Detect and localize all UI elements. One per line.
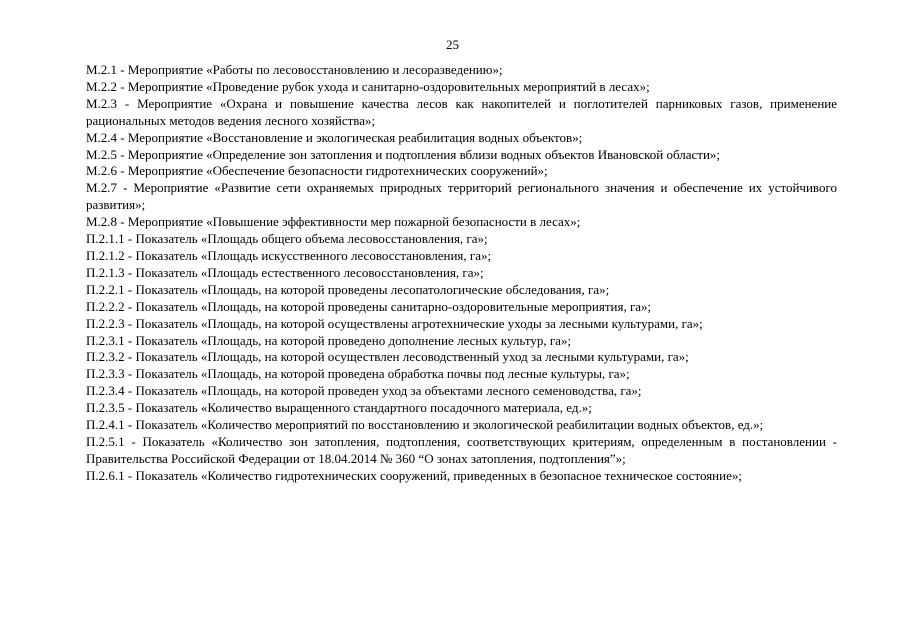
list-item: П.2.3.5 - Показатель «Количество выращенного стандартного посадочного материала, ед.»; bbox=[86, 400, 592, 416]
list-item: М.2.8 - Мероприятие «Повышение эффективности мер пожарной безопасности в лесах»; bbox=[86, 214, 581, 230]
list-item: М.2.2 - Мероприятие «Проведение рубок ухода и санитарно-оздоровительных мероприятий в лесах»; bbox=[86, 78, 650, 94]
list-item: П.2.2.2 - Показатель «Площадь, на которой проведены санитарно-оздоровительные мероприятия, га»; bbox=[86, 298, 652, 314]
list-item: М.2.6 - Мероприятие «Обеспечение безопасности гидротехнических сооружений»; bbox=[86, 163, 548, 179]
list-item: М.2.4 - Мероприятие «Восстановление и экологическая реабилитация водных объектов»; bbox=[86, 129, 583, 145]
list-item: М.2.1 - Мероприятие «Работы по лесовосстановлению и лесоразведению»; bbox=[86, 62, 503, 77]
list-item: П.2.2.3 - Показатель «Площадь, на которой осуществлены агротехнические уходы за лесными культурами, га»; bbox=[86, 315, 703, 331]
list-item: П.2.1.2 - Показатель «Площадь искусственного лесовосстановления, га»; bbox=[86, 247, 492, 263]
list-item: П.2.5.1 - Показатель «Количество зон затопления, подтопления, соответствующих критериям, определенным в постановлении - Правительства Российской Федерации от 18.04.2014 № 360 “О зонах затопления, подтопления”»; bbox=[86, 433, 837, 466]
list-item: П.2.3.4 - Показатель «Площадь, на которой проведен уход за объектами лесного семеноводства, га»; bbox=[86, 383, 642, 399]
list-item: М.2.5 - Мероприятие «Определение зон затопления и подтопления вблизи водных объектов Ивановской области»; bbox=[86, 146, 721, 162]
list-item: П.2.3.1 - Показатель «Площадь, на которой проведено дополнение лесных культур, га»; bbox=[86, 332, 572, 348]
list-item: П.2.3.3 - Показатель «Площадь, на которой проведена обработка почвы под лесные культуры, га»; bbox=[86, 366, 630, 382]
document-body bbox=[86, 62, 837, 485]
list-item: М.2.3 - Мероприятие «Охрана и повышение качества лесов как накопителей и поглотителей парниковых газов, применение рациональных методов ведения лесного хозяйства»; bbox=[86, 95, 837, 128]
list-item: П.2.3.2 - Показатель «Площадь, на которой осуществлен лесоводственный уход за лесными культурами, га»; bbox=[86, 349, 689, 365]
list-item: П.2.1.1 - Показатель «Площадь общего объема лесовосстановления, га»; bbox=[86, 231, 488, 247]
list-item: П.2.2.1 - Показатель «Площадь, на которой проведены лесопатологические обследования, га»; bbox=[86, 281, 610, 297]
list-item: М.2.7 - Мероприятие «Развитие сети охраняемых природных территорий регионального значения и обеспечение их устойчивого развития»; bbox=[86, 180, 837, 213]
list-item: П.2.1.3 - Показатель «Площадь естественного лесовосстановления, га»; bbox=[86, 264, 484, 280]
list-item: П.2.4.1 - Показатель «Количество мероприятий по восстановлению и экологической реабилитации водных объектов, ед.»; bbox=[86, 417, 764, 433]
page-number: 25 bbox=[446, 37, 459, 52]
list-item: П.2.6.1 - Показатель «Количество гидротехнических сооружений, приведенных в безопасное техническое состояние»; bbox=[86, 467, 742, 483]
